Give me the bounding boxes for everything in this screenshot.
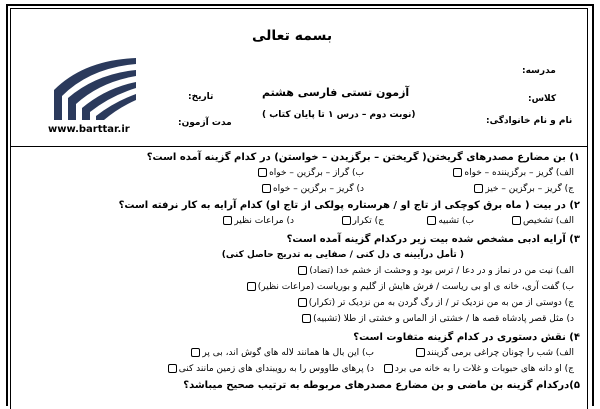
header-divider bbox=[10, 146, 587, 147]
option-label[interactable]: ج) گریز – برگزین – خیز bbox=[472, 184, 574, 194]
checkbox-icon[interactable] bbox=[191, 348, 200, 357]
checkbox-icon[interactable] bbox=[302, 314, 311, 323]
checkbox-icon[interactable] bbox=[298, 266, 307, 275]
class-label: کلاس: bbox=[528, 94, 557, 104]
option-label[interactable]: ج) تکرار bbox=[340, 216, 384, 226]
option-label[interactable]: د) مراعات نظیر bbox=[221, 216, 294, 226]
checkbox-icon[interactable] bbox=[416, 348, 425, 357]
checkbox-icon[interactable] bbox=[223, 216, 232, 225]
option-label[interactable]: د) پرهای طاووس را به رویبندای های زمین مانند کنی bbox=[166, 364, 374, 374]
checkbox-icon[interactable] bbox=[512, 216, 521, 225]
school-label: مدرسه: bbox=[522, 66, 556, 76]
option-label[interactable]: د) گریز – برگزین – خواه bbox=[260, 184, 364, 194]
checkbox-icon[interactable] bbox=[262, 184, 271, 193]
checkbox-icon[interactable] bbox=[384, 364, 393, 373]
checkbox-icon[interactable] bbox=[342, 216, 351, 225]
option-label[interactable]: الف) تشخیص bbox=[510, 216, 574, 226]
option-label[interactable]: ج) او دانه های حبوبات و غلات را به خانه می برد bbox=[382, 364, 574, 374]
option-label[interactable]: ج) دوستی از من به من نزدیک تر / از رگ گردن به من نزدیک تر (تکرار) bbox=[296, 298, 574, 308]
checkbox-icon[interactable] bbox=[474, 184, 483, 193]
checkbox-icon[interactable] bbox=[168, 364, 177, 373]
duration-label: مدت آزمون: bbox=[178, 118, 232, 128]
checkbox-icon[interactable] bbox=[258, 168, 267, 177]
option-label[interactable]: ب) تشبیه bbox=[425, 216, 474, 226]
page-title: بسمه تعالی bbox=[252, 28, 333, 44]
option-label[interactable]: الف) شب را چونان چراغی برمی گزینند bbox=[414, 348, 574, 358]
option-label[interactable]: ب) گراز – برگزین – خواه bbox=[256, 168, 364, 178]
exam-title: آزمون تستی فارسی هشتم bbox=[262, 86, 410, 99]
date-label: تاریخ: bbox=[188, 92, 214, 102]
option-label[interactable]: ب) گفت آری، خانه ی او بی ریاست / فرش هایش از گلیم و بوریاست (مراعات نظیر) bbox=[245, 282, 574, 292]
checkbox-icon[interactable] bbox=[247, 282, 256, 291]
question-3-quote: ( تأمل درآیینه ی دل کنی / صفایی به تدریج حاصل کنی) bbox=[221, 250, 464, 260]
website-url[interactable]: www.barttar.ir bbox=[48, 124, 130, 135]
option-label[interactable]: د) مثل قصر پادشاه قصه ها / خشتی از الماس و خشتی از طلا (تشبیه) bbox=[300, 314, 574, 324]
option-label[interactable]: ب) این بال ها همانند لاله های گوش اند، بی پر bbox=[189, 348, 374, 358]
question-4: ۴) نقش دستوری در کدام گزینه متفاوت است؟ bbox=[353, 332, 580, 343]
question-2: ۲) در بیت ( ماه برق کوچکی از تاج او / هرستاره پولکی از تاج او) کدام آرایه به کار نرفته است؟ bbox=[118, 200, 580, 211]
barttar-logo-icon bbox=[44, 50, 140, 122]
checkbox-icon[interactable] bbox=[427, 216, 436, 225]
checkbox-icon[interactable] bbox=[298, 298, 307, 307]
question-1: ۱) بن مضارع مصدرهای گریختن( گریختن – برگزیدن – خواستن) در کدام گزینه آمده است؟ bbox=[146, 152, 580, 163]
question-5: ۵)درکدام گزینه بن ماضی و بن مضارع مصدرهای مربوطه به ترتیب صحیح میباشد؟ bbox=[183, 380, 580, 391]
exam-subtitle: (نوبت دوم – درس ۱ تا پایان کتاب ) bbox=[262, 110, 416, 120]
question-3: ۳) آرایه ادبی مشخص شده بیت زیر درکدام گزینه آمده است؟ bbox=[286, 234, 580, 245]
checkbox-icon[interactable] bbox=[453, 168, 462, 177]
option-label[interactable]: الف) نیت من در نماز و در دعا / ترس بود و وحشت از خشم خدا (تضاد) bbox=[296, 266, 574, 276]
name-label: نام و نام خانوادگی: bbox=[486, 116, 573, 126]
option-label[interactable]: الف) گریز – برگزیننده – خواه bbox=[451, 168, 574, 178]
